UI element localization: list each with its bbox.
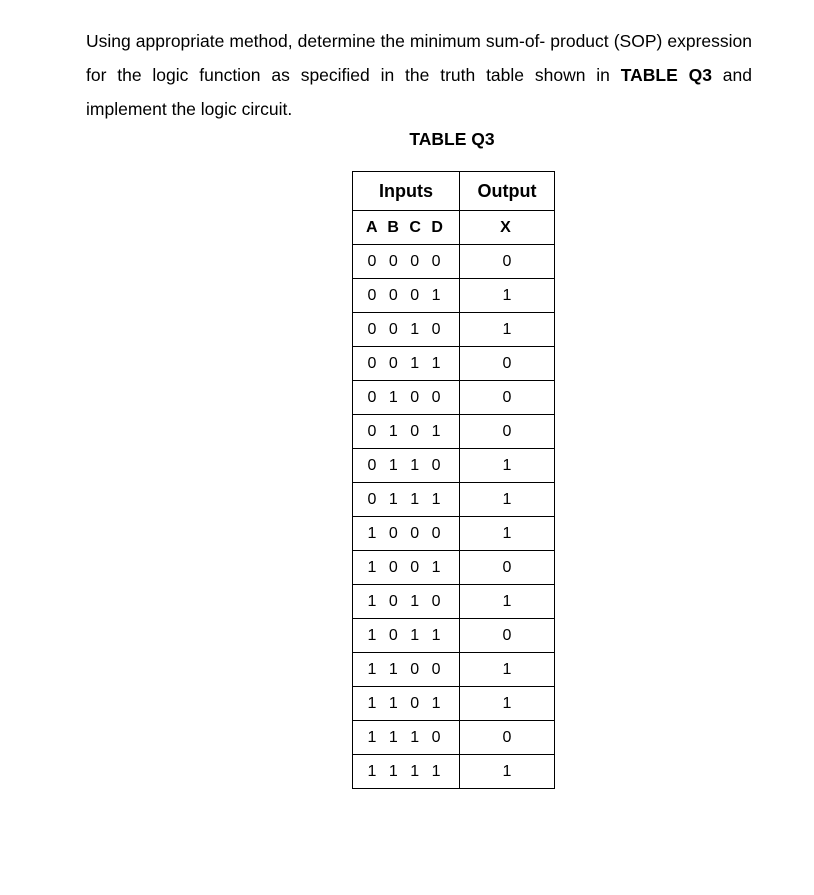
table-row [353, 415, 555, 449]
input-cell: 1 1 1 0 [353, 721, 460, 755]
output-cell: 1 [460, 517, 555, 551]
table-title: TABLE Q3 [409, 129, 495, 149]
input-cell: 1 0 1 0 [353, 585, 460, 619]
output-cell: 1 [460, 755, 555, 789]
subheader-inputs: A B C D [353, 211, 460, 245]
output-cell: 0 [460, 721, 555, 755]
table-row [353, 619, 555, 653]
input-cell: 1 1 0 1 [353, 687, 460, 721]
input-cell: 1 1 1 1 [353, 755, 460, 789]
output-cell: 1 [460, 279, 555, 313]
question-table-reference: TABLE Q3 [620, 65, 712, 85]
table-header-row [353, 172, 555, 211]
subheader-output: X [460, 211, 555, 245]
output-cell: 1 [460, 585, 555, 619]
output-cell: 1 [460, 483, 555, 517]
table-row [353, 755, 555, 789]
input-cell: 1 0 0 0 [353, 517, 460, 551]
output-cell: 0 [460, 347, 555, 381]
input-cell: 0 1 0 1 [353, 415, 460, 449]
table-row [353, 313, 555, 347]
header-output: Output [460, 172, 555, 211]
output-cell: 0 [460, 551, 555, 585]
output-cell: 1 [460, 687, 555, 721]
table-row [353, 585, 555, 619]
output-cell: 0 [460, 619, 555, 653]
output-cell: 1 [460, 313, 555, 347]
output-cell: 1 [460, 449, 555, 483]
input-cell: 1 0 0 1 [353, 551, 460, 585]
output-cell: 0 [460, 415, 555, 449]
output-cell: 0 [460, 245, 555, 279]
table-row [353, 279, 555, 313]
table-row [353, 449, 555, 483]
truth-table [352, 171, 555, 789]
input-cell: 0 0 1 1 [353, 347, 460, 381]
input-cell: 1 1 0 0 [353, 653, 460, 687]
table-row [353, 687, 555, 721]
table-row [353, 347, 555, 381]
question-text-before: Using appropriate method, determine the minimum sum-of- product (SOP) expression for the logic function as specified in the truth table shown in [86, 31, 752, 85]
question-text [86, 24, 752, 126]
input-cell: 0 0 1 0 [353, 313, 460, 347]
table-row [353, 721, 555, 755]
input-cell: 0 1 0 0 [353, 381, 460, 415]
input-cell: 0 1 1 1 [353, 483, 460, 517]
table-row [353, 517, 555, 551]
output-cell: 0 [460, 381, 555, 415]
header-inputs: Inputs [353, 172, 460, 211]
table-subheader-row [353, 211, 555, 245]
truth-table-body [353, 245, 555, 789]
input-cell: 0 0 0 1 [353, 279, 460, 313]
input-cell: 1 0 1 1 [353, 619, 460, 653]
input-cell: 0 0 0 0 [353, 245, 460, 279]
question-text-after: and implement the logic circuit. [86, 65, 752, 119]
table-row [353, 483, 555, 517]
table-row [353, 381, 555, 415]
table-row [353, 245, 555, 279]
table-row [353, 551, 555, 585]
table-row [353, 653, 555, 687]
input-cell: 0 1 1 0 [353, 449, 460, 483]
output-cell: 1 [460, 653, 555, 687]
